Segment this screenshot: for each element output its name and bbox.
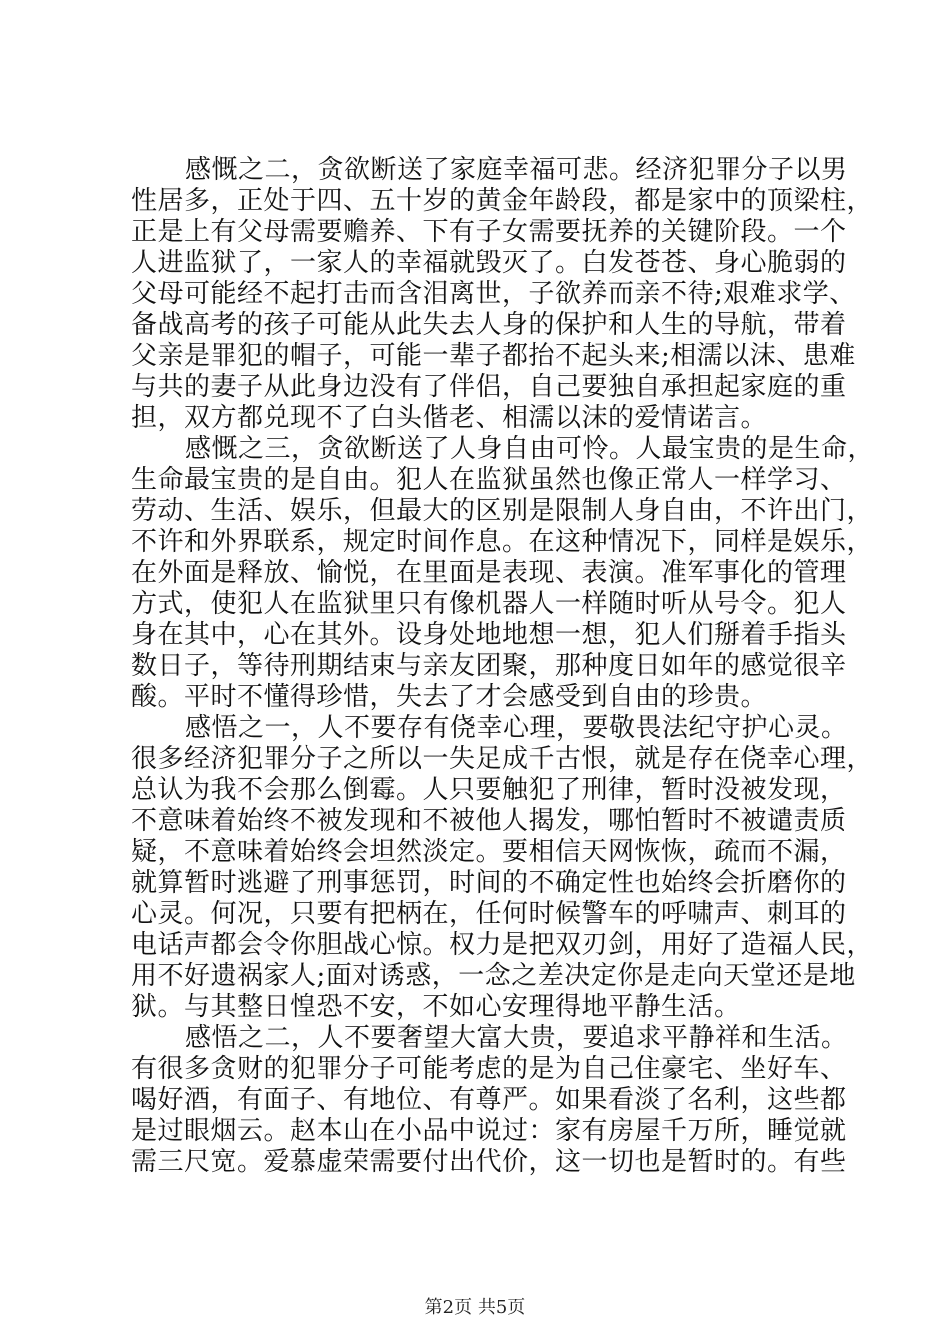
paragraph-line: 与共的妻子从此身边没有了伴侣，自己要独自承担起家庭的重	[131, 372, 847, 402]
page-number-footer: 第2页 共5页	[424, 1297, 526, 1318]
paragraph-line: 感慨之三，贪欲断送了人身自由可怜。人最宝贵的是生命，	[185, 434, 875, 464]
paragraph-4	[131, 1023, 848, 1178]
paragraph-line: 感悟之一，人不要存有侥幸心理，要敬畏法纪守护心灵。	[185, 713, 848, 743]
paragraph-line: 不许和外界联系，规定时间作息。在这种情况下，同样是娱乐，	[131, 527, 874, 557]
paragraph-line: 担，双方都兑现不了白头偕老、相濡以沫的爱情诺言。	[131, 403, 768, 433]
paragraph-1	[131, 155, 874, 434]
paragraph-line: 感悟之二，人不要奢望大富大贵，要追求平静祥和生活。	[185, 1023, 848, 1053]
paragraph-line: 用不好遗祸家人;面对诱惑，一念之差决定你是走向天堂还是地	[131, 961, 856, 991]
paragraph-line: 总认为我不会那么倒霉。人只要触犯了刑律，暂时没被发现，	[131, 775, 847, 805]
paragraph-line: 感慨之二，贪欲断送了家庭幸福可悲。经济犯罪分子以男	[185, 155, 848, 185]
paragraph-line: 心灵。何况，只要有把柄在，任何时候警车的呼啸声、刺耳的	[131, 899, 847, 929]
paragraph-line: 喝好酒，有面子、有地位、有尊严。如果看淡了名利，这些都	[131, 1085, 847, 1115]
paragraph-line: 是过眼烟云。赵本山在小品中说过：家有房屋千万所，睡觉就	[131, 1116, 847, 1146]
paragraph-line: 方式，使犯人在监狱里只有像机器人一样随时听从号令。犯人	[131, 589, 847, 619]
paragraph-line: 生命最宝贵的是自由。犯人在监狱虽然也像正常人一样学习、	[131, 465, 847, 495]
paragraph-3	[131, 713, 874, 1023]
paragraph-line: 劳动、生活、娱乐，但最大的区别是限制人身自由，不许出门，	[131, 496, 874, 526]
paragraph-line: 不意味着始终不被发现和不被他人揭发，哪怕暂时不被谴责质	[131, 806, 847, 836]
paragraph-line: 疑，不意味着始终会坦然淡定。要相信天网恢恢，疏而不漏，	[131, 837, 847, 867]
paragraph-line: 在外面是释放、愉悦，在里面是表现、表演。准军事化的管理	[131, 558, 847, 588]
paragraph-line: 正是上有父母需要赡养、下有子女需要抚养的关键阶段。一个	[131, 217, 847, 247]
paragraph-line: 有很多贪财的犯罪分子可能考虑的是为自己住豪宅、坐好车、	[131, 1054, 847, 1084]
paragraph-line: 酸。平时不懂得珍惜，失去了才会感受到自由的珍贵。	[131, 682, 768, 712]
paragraph-line: 数日子，等待刑期结束与亲友团聚，那种度日如年的感觉很辛	[131, 651, 847, 681]
document-body	[131, 155, 875, 1178]
paragraph-line: 父母可能经不起打击而含泪离世，子欲养而亲不待;艰难求学、	[131, 279, 856, 309]
paragraph-line: 身在其中，心在其外。设身处地地想一想，犯人们掰着手指头	[131, 620, 847, 650]
paragraph-line: 需三尺宽。爱慕虚荣需要付出代价，这一切也是暂时的。有些	[131, 1147, 847, 1177]
paragraph-line: 人进监狱了，一家人的幸福就毁灭了。白发苍苍、身心脆弱的	[131, 248, 847, 278]
paragraph-line: 父亲是罪犯的帽子，可能一辈子都抬不起头来;相濡以沫、患难	[131, 341, 856, 371]
paragraph-line: 就算暂时逃避了刑事惩罚，时间的不确定性也始终会折磨你的	[131, 868, 847, 898]
paragraph-line: 备战高考的孩子可能从此失去人身的保护和人生的导航，带着	[131, 310, 847, 340]
paragraph-line: 电话声都会令你胆战心惊。权力是把双刃剑，用好了造福人民，	[131, 930, 874, 960]
paragraph-2	[131, 434, 875, 713]
paragraph-line: 性居多，正处于四、五十岁的黄金年龄段，都是家中的顶梁柱，	[131, 186, 874, 216]
paragraph-line: 很多经济犯罪分子之所以一失足成千古恨，就是存在侥幸心理，	[131, 744, 874, 774]
paragraph-line: 狱。与其整日惶恐不安，不如心安理得地平静生活。	[131, 992, 741, 1022]
